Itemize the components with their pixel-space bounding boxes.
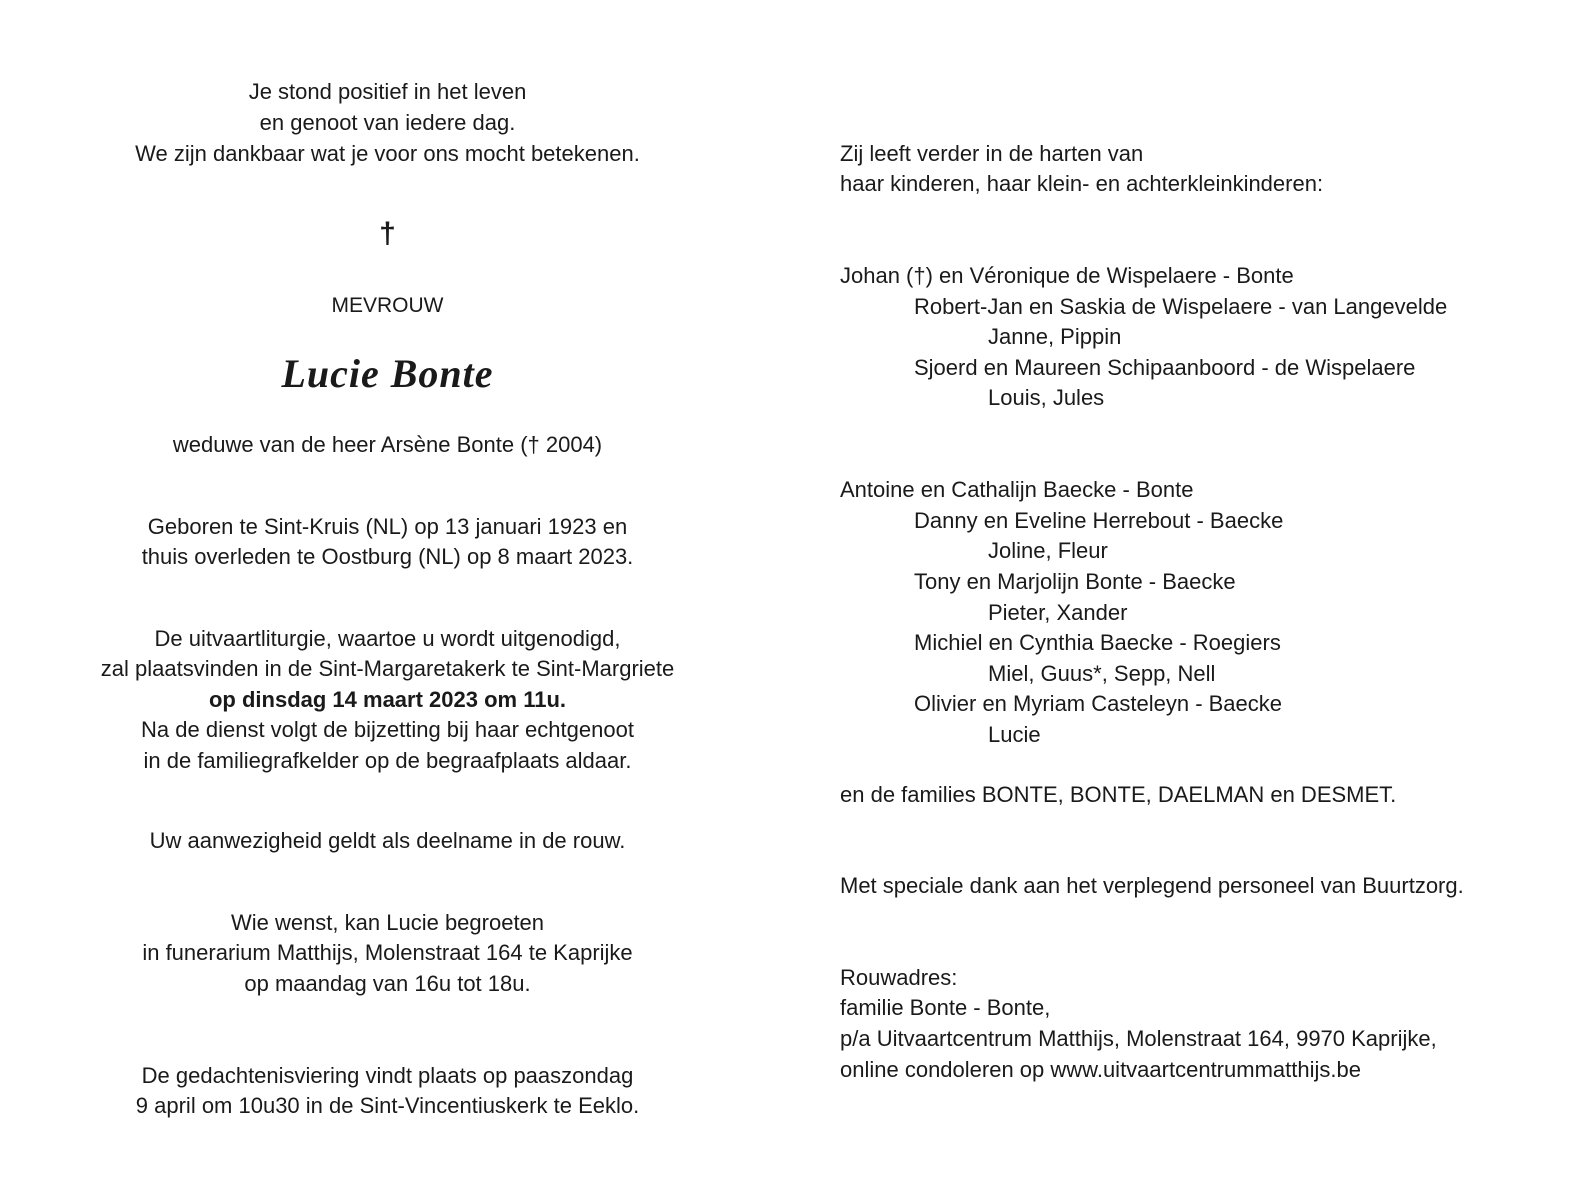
intro-line-2: haar kinderen, haar klein- en achterkleinkinderen: (840, 171, 1324, 196)
funeral-line-2: zal plaatsvinden in de Sint-Margaretakerk te Sint-Margriete (100, 656, 675, 681)
family-2-child-1: Danny en Eveline Herrebout - Baecke (914, 508, 1284, 533)
presence-line: Uw aanwezigheid geldt als deelname in de rouw. (149, 828, 626, 853)
family-1-grandchildren-1: Janne, Pippin (988, 324, 1122, 349)
condolence-link[interactable]: online condoleren op www.uitvaartcentrummatthijs.be (840, 1057, 1361, 1082)
family-1-parent: Johan (†) en Véronique de Wispelaere - Bonte (840, 263, 1294, 288)
family-1-child-1: Robert-Jan en Saskia de Wispelaere - van Langevelde (914, 294, 1448, 319)
family-2-child-3: Michiel en Cynthia Baecke - Roegiers (914, 630, 1281, 655)
memorial-line-2: 9 april om 10u30 in de Sint-Vincentiuskerk te Eeklo. (135, 1093, 640, 1118)
family-1-grandchildren-2: Louis, Jules (988, 385, 1105, 410)
family-2-grandchildren-2: Pieter, Xander (988, 600, 1128, 625)
visit-line-1: Wie wenst, kan Lucie begroeten (230, 910, 545, 935)
widow-line: weduwe van de heer Arsène Bonte († 2004) (172, 432, 603, 457)
left-column (70, 0, 705, 1203)
right-column (840, 0, 1540, 1203)
poem-line-3: We zijn dankbaar wat je voor ons mocht betekenen. (135, 141, 640, 166)
families-line: en de families BONTE, BONTE, DAELMAN en DESMET. (840, 782, 1397, 807)
thanks-line: Met speciale dank aan het verplegend personeel van Buurtzorg. (840, 873, 1464, 898)
deceased-name: Lucie Bonte (281, 351, 494, 396)
funeral-line-1: De uitvaartliturgie, waartoe u wordt uitgenodigd, (154, 626, 621, 651)
funeral-line-5: in de familiegrafkelder op de begraafplaats aldaar. (143, 748, 632, 773)
funeral-date: op dinsdag 14 maart 2023 om 11u. (208, 687, 567, 712)
family-2-child-2: Tony en Marjolijn Bonte - Baecke (914, 569, 1236, 594)
funeral-line-4: Na de dienst volgt de bijzetting bij haar echtgenoot (141, 717, 634, 742)
memorial-line-1: De gedachtenisviering vindt plaats op paaszondag (141, 1063, 634, 1088)
family-2-child-4: Olivier en Myriam Casteleyn - Baecke (914, 691, 1283, 716)
family-2-grandchildren-4: Lucie (988, 722, 1041, 747)
family-2-parent: Antoine en Cathalijn Baecke - Bonte (840, 477, 1194, 502)
family-1-child-2: Sjoerd en Maureen Schipaanboord - de Wispelaere (914, 355, 1416, 380)
visit-line-3: op maandag van 16u tot 18u. (244, 971, 531, 996)
family-2-grandchildren-1: Joline, Fleur (988, 538, 1108, 563)
address-line-1: familie Bonte - Bonte, (840, 995, 1051, 1020)
address-line-2: p/a Uitvaartcentrum Matthijs, Molenstraat 164, 9970 Kaprijke, (840, 1026, 1437, 1051)
poem-line-1: Je stond positief in het leven (248, 79, 527, 104)
visit-line-2: in funerarium Matthijs, Molenstraat 164 te Kaprijke (142, 940, 633, 965)
died-line: thuis overleden te Oostburg (NL) op 8 maart 2023. (141, 544, 634, 569)
family-2-grandchildren-3: Miel, Guus*, Sepp, Nell (988, 661, 1216, 686)
cross-icon: † (379, 217, 396, 250)
born-line: Geboren te Sint-Kruis (NL) op 13 januari 1923 en (147, 514, 628, 539)
poem-line-2: en genoot van iedere dag. (259, 110, 516, 135)
intro-line-1: Zij leeft verder in de harten van (840, 141, 1144, 166)
title-mevrouw: MEVROUW (331, 294, 444, 317)
address-heading: Rouwadres: (840, 965, 958, 990)
